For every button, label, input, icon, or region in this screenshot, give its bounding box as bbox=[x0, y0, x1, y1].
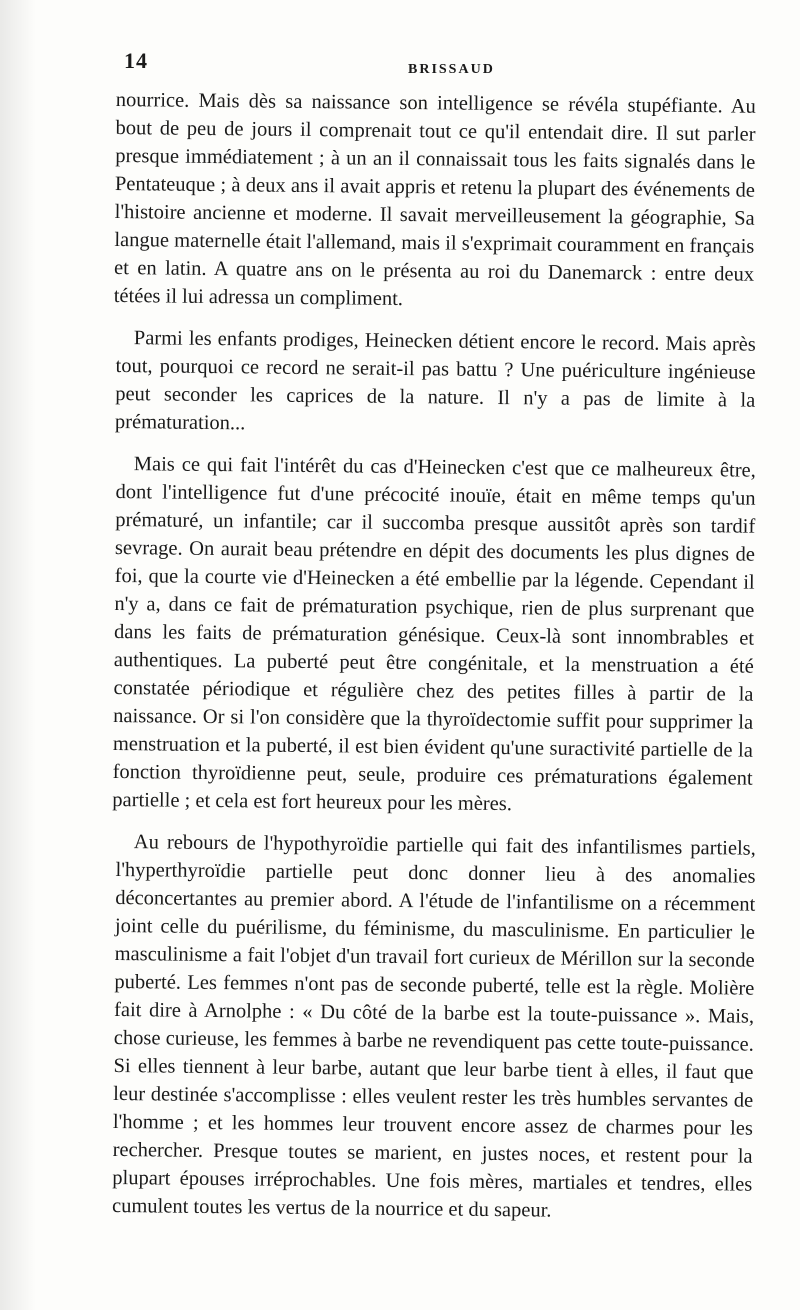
paragraph-2: Parmi les enfants prodiges, Heinecken détient encore le record. Mais après tout, pourquoi ce record ne serait-il pas battu ? Une puériculture ingénieuse peut seconder les caprices de la nature. Il n'y a pas de limite à la prématuration... bbox=[114, 327, 756, 435]
running-title: BRISSAUD bbox=[408, 62, 495, 77]
running-head bbox=[124, 48, 760, 82]
page-number: 14 bbox=[124, 48, 148, 73]
paragraph-1: nourrice. Mais dès sa naissance son intelligence se révéla stupéfiante. Au bout de peu de jours il comprenait tout ce qu'il entendait dire. Il sut parler presque immédiatement ; à un an il connaissait tous les faits signalés dans le Pentateuque ; à deux ans il avait appris et retenu la plupart des événements de l'histoire ancienne et moderne. Il savait merveilleusement la géographie, Sa langue maternelle était l'allemand, mais il s'exprimait couramment en français et en latin. A quatre ans on le présenta au roi du Danemarck : entre deux tétées il lui adressa un compliment. bbox=[113, 88, 756, 311]
paragraph-4: Au rebours de l'hypothyroïdie partielle qui fait des infantilismes partiels, l'hyperthyroïdie partielle peut donc donner lieu à des anomalies déconcertantes au premier abord. A l'étude de l'infantilisme on a récemment joint celle du puérilisme, du féminisme, du masculinisme. En particulier le masculinisme a fait l'objet d'un travail fort curieux de Mérillon sur la seconde puberté. Les femmes n'ont pas de seconde puberté, telle est la règle. Molière fait dire à Arnolphe : « Du côté de la barbe est la toute-puissance ». Mais, chose curieuse, les femmes à barbe ne revendiquent pas cette toute-puissance. Si elles tiennent à leur barbe, autant que leur barbe tient à elles, il faut que leur destinée s'accomplisse : elles veulent rester les très humbles servantes de l'homme ; et les hommes leur trouvent encore assez de charmes pour les rechercher. Presque toutes se marient, en justes noces, et restent pour la plupart épouses irréprochables. Une fois mères, martiales et tendres, elles cumulent toutes les vertus de la nourrice et du sapeur. bbox=[111, 831, 756, 1222]
paragraph-3: Mais ce qui fait l'intérêt du cas d'Heinecken c'est que ce malheureux être, dont l'intelligence fut d'une précocité inouïe, était en même temps qu'un prématuré, un infantile; car il succomba presque aussitôt après son tardif sevrage. On aurait beau prétendre en dépit des documents les plus dignes de foi, que la courte vie d'Heinecken a été embellie par la légende. Cependant il n'y a, dans ce fait de prématuration psychique, rien de plus surprenant que dans les faits de prématuration génésique. Ceux-là sont innombrables et authentiques. La puberté peut être congénitale, et la menstruation a été constatée périodique et régulière chez des petites filles à partir de la naissance. Or si l'on considère que la thyroïdectomie suffit pour supprimer la menstruation et la puberté, il est bien évident qu'une suractivité partielle de la fonction thyroïdienne peut, seule, produire ces prématurations également partielle ; et cela est fort heureux pour les mères. bbox=[112, 453, 756, 816]
body-text bbox=[111, 86, 756, 1234]
